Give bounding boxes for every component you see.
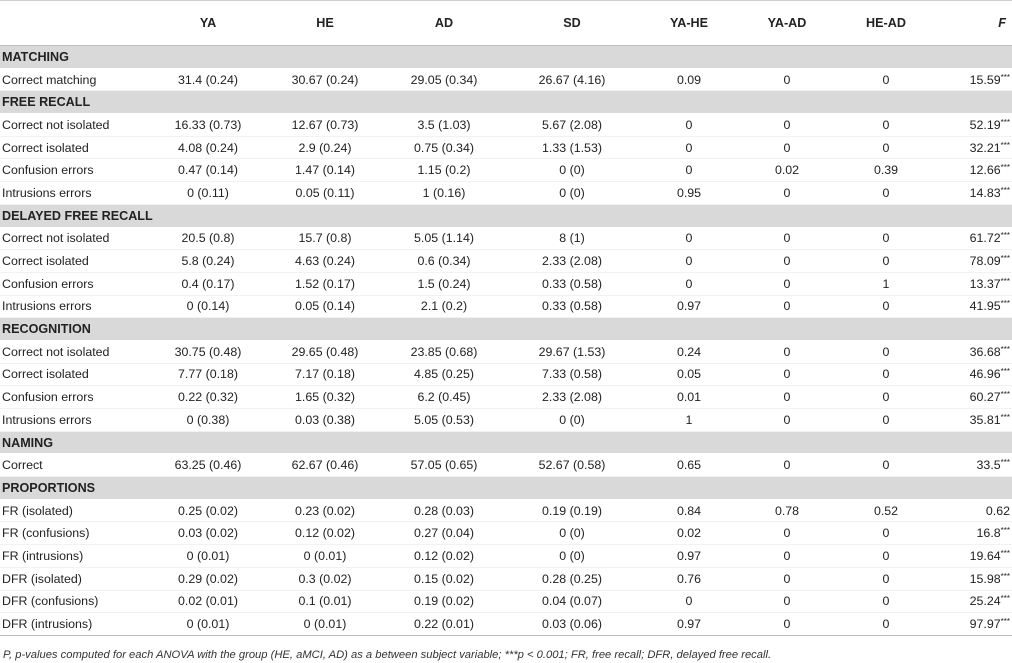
group-value-cell: 0 (0.01) <box>266 613 384 636</box>
group-value-cell: 0.47 (0.14) <box>150 159 266 182</box>
p-value-cell: 0 <box>738 545 836 568</box>
header-cell: HE-AD <box>836 1 936 46</box>
f-value: 60.27 <box>969 390 1001 405</box>
p-value-cell: 0 <box>738 182 836 205</box>
f-value: 15.59 <box>969 72 1001 87</box>
f-value-cell <box>936 227 1012 250</box>
f-value: 0.62 <box>985 503 1010 518</box>
group-value-cell: 0.75 (0.34) <box>384 136 504 159</box>
row-label: DFR (confusions) <box>0 590 150 613</box>
p-value-cell: 0.65 <box>640 454 738 477</box>
group-value-cell: 29.67 (1.53) <box>504 340 640 363</box>
group-value-cell: 0.29 (0.02) <box>150 567 266 590</box>
p-value-cell: 0.84 <box>640 499 738 522</box>
p-value-cell: 0 <box>836 363 936 386</box>
group-value-cell: 0 (0) <box>504 182 640 205</box>
f-value: 16.8 <box>976 526 1001 541</box>
group-value-cell: 0 (0.38) <box>150 409 266 432</box>
row-label: Intrusions errors <box>0 295 150 318</box>
row-label: Confusion errors <box>0 272 150 295</box>
group-value-cell: 1 (0.16) <box>384 182 504 205</box>
row-label: Correct not isolated <box>0 227 150 250</box>
section-title: DELAYED FREE RECALL <box>0 204 1012 227</box>
p-value-cell: 0.76 <box>640 567 738 590</box>
p-value-cell: 0 <box>836 590 936 613</box>
significance-marker: *** <box>1000 140 1010 150</box>
group-value-cell: 0.33 (0.58) <box>504 295 640 318</box>
f-value-cell <box>936 114 1012 137</box>
f-value: 36.68 <box>969 344 1001 359</box>
f-value-cell <box>936 182 1012 205</box>
f-value-cell <box>936 272 1012 295</box>
f-value-cell <box>936 250 1012 273</box>
section-header-row <box>0 431 1012 454</box>
p-value-cell: 0.24 <box>640 340 738 363</box>
group-value-cell: 2.9 (0.24) <box>266 136 384 159</box>
p-value-cell: 0 <box>738 522 836 545</box>
p-value-cell: 0 <box>836 567 936 590</box>
section-title: RECOGNITION <box>0 318 1012 341</box>
group-value-cell: 0 (0) <box>504 409 640 432</box>
group-value-cell: 0.23 (0.02) <box>266 499 384 522</box>
row-label: FR (intrusions) <box>0 545 150 568</box>
f-value: 12.66 <box>969 163 1001 178</box>
table-row <box>0 250 1012 273</box>
group-value-cell: 7.77 (0.18) <box>150 363 266 386</box>
group-value-cell: 29.05 (0.34) <box>384 68 504 91</box>
p-value-cell: 0 <box>738 613 836 636</box>
f-value-cell <box>936 340 1012 363</box>
group-value-cell: 1.52 (0.17) <box>266 272 384 295</box>
f-value: 41.95 <box>969 299 1001 314</box>
p-value-cell: 0 <box>738 272 836 295</box>
row-label: DFR (intrusions) <box>0 613 150 636</box>
group-value-cell: 0.03 (0.02) <box>150 522 266 545</box>
group-value-cell: 0 (0.14) <box>150 295 266 318</box>
f-value: 46.96 <box>969 367 1001 382</box>
group-value-cell: 0.1 (0.01) <box>266 590 384 613</box>
table-row <box>0 295 1012 318</box>
p-value-cell: 0 <box>836 250 936 273</box>
p-value-cell: 0 <box>738 454 836 477</box>
f-value: 33.5 <box>976 458 1001 473</box>
group-value-cell: 0.22 (0.32) <box>150 386 266 409</box>
p-value-cell: 0.09 <box>640 68 738 91</box>
group-value-cell: 4.85 (0.25) <box>384 363 504 386</box>
p-value-cell: 0.78 <box>738 499 836 522</box>
group-value-cell: 2.33 (2.08) <box>504 386 640 409</box>
f-value: 61.72 <box>969 231 1001 246</box>
group-value-cell: 15.7 (0.8) <box>266 227 384 250</box>
p-value-cell: 0 <box>738 340 836 363</box>
group-value-cell: 0 (0) <box>504 522 640 545</box>
f-value-cell <box>936 68 1012 91</box>
group-value-cell: 0 (0.11) <box>150 182 266 205</box>
section-header-row <box>0 204 1012 227</box>
p-value-cell: 0 <box>738 386 836 409</box>
table-row <box>0 499 1012 522</box>
p-value-cell: 0 <box>738 295 836 318</box>
group-value-cell: 0.25 (0.02) <box>150 499 266 522</box>
table-row <box>0 182 1012 205</box>
f-value: 78.09 <box>969 254 1001 269</box>
f-value-cell <box>936 386 1012 409</box>
group-value-cell: 5.8 (0.24) <box>150 250 266 273</box>
header-cell: YA-AD <box>738 1 836 46</box>
p-value-cell: 0 <box>836 545 936 568</box>
section-title: NAMING <box>0 431 1012 454</box>
p-value-cell: 0 <box>836 409 936 432</box>
p-value-cell: 0.97 <box>640 295 738 318</box>
p-value-cell: 0 <box>836 182 936 205</box>
p-value-cell: 1 <box>836 272 936 295</box>
section-title: FREE RECALL <box>0 91 1012 114</box>
p-value-cell: 1 <box>640 409 738 432</box>
p-value-cell: 0.02 <box>738 159 836 182</box>
table-row <box>0 136 1012 159</box>
f-value-cell <box>936 409 1012 432</box>
section-header-row <box>0 318 1012 341</box>
significance-marker: *** <box>1000 367 1010 377</box>
p-value-cell: 0 <box>836 522 936 545</box>
group-value-cell: 52.67 (0.58) <box>504 454 640 477</box>
p-value-cell: 0 <box>738 250 836 273</box>
group-value-cell: 0.28 (0.03) <box>384 499 504 522</box>
p-value-cell: 0.05 <box>640 363 738 386</box>
significance-marker: *** <box>1000 299 1010 309</box>
f-value-cell <box>936 295 1012 318</box>
row-label: Confusion errors <box>0 159 150 182</box>
f-value: 15.98 <box>969 571 1001 586</box>
f-value-cell <box>936 499 1012 522</box>
header-row <box>0 1 1012 46</box>
header-cell: AD <box>384 1 504 46</box>
row-label: DFR (isolated) <box>0 567 150 590</box>
table-body <box>0 46 1012 636</box>
f-value-cell <box>936 590 1012 613</box>
group-value-cell: 26.67 (4.16) <box>504 68 640 91</box>
group-value-cell: 0.12 (0.02) <box>384 545 504 568</box>
header-cell: YA <box>150 1 266 46</box>
p-value-cell: 0.39 <box>836 159 936 182</box>
group-value-cell: 0.33 (0.58) <box>504 272 640 295</box>
section-header-row <box>0 477 1012 500</box>
group-value-cell: 3.5 (1.03) <box>384 114 504 137</box>
group-value-cell: 0.02 (0.01) <box>150 590 266 613</box>
group-value-cell: 0.05 (0.14) <box>266 295 384 318</box>
group-value-cell: 0 (0.01) <box>150 545 266 568</box>
section-title: MATCHING <box>0 46 1012 69</box>
p-value-cell: 0 <box>836 227 936 250</box>
group-value-cell: 0 (0.01) <box>266 545 384 568</box>
group-value-cell: 4.63 (0.24) <box>266 250 384 273</box>
group-value-cell: 23.85 (0.68) <box>384 340 504 363</box>
row-label: Correct isolated <box>0 363 150 386</box>
p-value-cell: 0 <box>836 295 936 318</box>
table-row <box>0 386 1012 409</box>
group-value-cell: 7.33 (0.58) <box>504 363 640 386</box>
header-cell: SD <box>504 1 640 46</box>
table-row <box>0 590 1012 613</box>
f-value: 13.37 <box>969 276 1001 291</box>
group-value-cell: 0 (0.01) <box>150 613 266 636</box>
group-value-cell: 30.67 (0.24) <box>266 68 384 91</box>
p-value-cell: 0.52 <box>836 499 936 522</box>
group-value-cell: 0.3 (0.02) <box>266 567 384 590</box>
row-label: Correct matching <box>0 68 150 91</box>
significance-marker: *** <box>1000 185 1010 195</box>
group-value-cell: 5.05 (0.53) <box>384 409 504 432</box>
row-label: Correct not isolated <box>0 340 150 363</box>
header-cell-f: F <box>936 1 1012 46</box>
significance-marker: *** <box>1000 117 1010 127</box>
row-label: Correct not isolated <box>0 114 150 137</box>
f-value: 14.83 <box>969 185 1001 200</box>
p-value-cell: 0.01 <box>640 386 738 409</box>
p-value-cell: 0 <box>640 227 738 250</box>
row-label: Intrusions errors <box>0 182 150 205</box>
group-value-cell: 1.15 (0.2) <box>384 159 504 182</box>
p-value-cell: 0 <box>836 454 936 477</box>
group-value-cell: 1.33 (1.53) <box>504 136 640 159</box>
table-row <box>0 159 1012 182</box>
group-value-cell: 0.28 (0.25) <box>504 567 640 590</box>
p-value-cell: 0 <box>640 272 738 295</box>
f-value: 97.97 <box>969 617 1001 632</box>
header-cell-blank <box>0 1 150 46</box>
significance-marker: *** <box>1000 526 1010 536</box>
f-value-cell <box>936 613 1012 636</box>
header-cell: HE <box>266 1 384 46</box>
group-value-cell: 12.67 (0.73) <box>266 114 384 137</box>
significance-marker: *** <box>1000 458 1010 468</box>
p-value-cell: 0.97 <box>640 545 738 568</box>
f-value: 25.24 <box>969 594 1001 609</box>
significance-marker: *** <box>1000 571 1010 581</box>
significance-marker: *** <box>1000 276 1010 286</box>
f-value-cell <box>936 159 1012 182</box>
row-label: Confusion errors <box>0 386 150 409</box>
group-value-cell: 0.22 (0.01) <box>384 613 504 636</box>
f-value: 32.21 <box>969 140 1001 155</box>
table-row <box>0 68 1012 91</box>
table-row <box>0 545 1012 568</box>
header-cell: YA-HE <box>640 1 738 46</box>
significance-marker: *** <box>1000 412 1010 422</box>
table-row <box>0 567 1012 590</box>
significance-marker: *** <box>1000 390 1010 400</box>
group-value-cell: 0.04 (0.07) <box>504 590 640 613</box>
group-value-cell: 0.4 (0.17) <box>150 272 266 295</box>
table-row <box>0 363 1012 386</box>
group-value-cell: 6.2 (0.45) <box>384 386 504 409</box>
section-header-row <box>0 46 1012 69</box>
p-value-cell: 0 <box>836 613 936 636</box>
row-label: FR (isolated) <box>0 499 150 522</box>
group-value-cell: 8 (1) <box>504 227 640 250</box>
p-value-cell: 0 <box>836 114 936 137</box>
group-value-cell: 0.6 (0.34) <box>384 250 504 273</box>
f-value-cell <box>936 545 1012 568</box>
table-row <box>0 522 1012 545</box>
row-label: Intrusions errors <box>0 409 150 432</box>
group-value-cell: 0.03 (0.38) <box>266 409 384 432</box>
p-value-cell: 0 <box>836 386 936 409</box>
group-value-cell: 0.03 (0.06) <box>504 613 640 636</box>
f-value-cell <box>936 522 1012 545</box>
group-value-cell: 31.4 (0.24) <box>150 68 266 91</box>
section-title: PROPORTIONS <box>0 477 1012 500</box>
group-value-cell: 1.65 (0.32) <box>266 386 384 409</box>
group-value-cell: 1.5 (0.24) <box>384 272 504 295</box>
p-value-cell: 0 <box>738 136 836 159</box>
f-value-cell <box>936 567 1012 590</box>
group-value-cell: 1.47 (0.14) <box>266 159 384 182</box>
group-value-cell: 62.67 (0.46) <box>266 454 384 477</box>
group-value-cell: 5.05 (1.14) <box>384 227 504 250</box>
p-value-cell: 0 <box>738 114 836 137</box>
group-value-cell: 2.33 (2.08) <box>504 250 640 273</box>
p-value-cell: 0 <box>738 590 836 613</box>
group-value-cell: 63.25 (0.46) <box>150 454 266 477</box>
p-value-cell: 0 <box>640 250 738 273</box>
significance-marker: *** <box>1000 594 1010 604</box>
group-value-cell: 0.05 (0.11) <box>266 182 384 205</box>
f-value: 19.64 <box>969 548 1001 563</box>
table-row <box>0 340 1012 363</box>
group-value-cell: 7.17 (0.18) <box>266 363 384 386</box>
row-label: FR (confusions) <box>0 522 150 545</box>
significance-marker: *** <box>1000 254 1010 264</box>
significance-marker: *** <box>1000 72 1010 82</box>
significance-marker: *** <box>1000 163 1010 173</box>
group-value-cell: 5.67 (2.08) <box>504 114 640 137</box>
table-row <box>0 454 1012 477</box>
f-value-cell <box>936 136 1012 159</box>
group-value-cell: 0 (0) <box>504 545 640 568</box>
group-value-cell: 2.1 (0.2) <box>384 295 504 318</box>
f-value-cell <box>936 363 1012 386</box>
group-value-cell: 30.75 (0.48) <box>150 340 266 363</box>
group-value-cell: 16.33 (0.73) <box>150 114 266 137</box>
significance-marker: *** <box>1000 548 1010 558</box>
p-value-cell: 0 <box>738 409 836 432</box>
significance-marker: *** <box>1000 617 1010 627</box>
f-value: 35.81 <box>969 412 1001 427</box>
table-footnote: P, p-values computed for each ANOVA with the group (HE, aMCI, AD) as a between subject variable; ***p < 0.001; FR, free recall; DFR, delayed free recall. <box>3 649 772 661</box>
f-value-cell <box>936 454 1012 477</box>
p-value-cell: 0 <box>836 68 936 91</box>
p-value-cell: 0 <box>640 159 738 182</box>
table-row <box>0 227 1012 250</box>
table-row <box>0 409 1012 432</box>
group-value-cell: 0 (0) <box>504 159 640 182</box>
row-label: Correct isolated <box>0 136 150 159</box>
significance-marker: *** <box>1000 231 1010 241</box>
group-value-cell: 20.5 (0.8) <box>150 227 266 250</box>
group-value-cell: 4.08 (0.24) <box>150 136 266 159</box>
p-value-cell: 0 <box>738 363 836 386</box>
p-value-cell: 0 <box>640 590 738 613</box>
table-row <box>0 613 1012 636</box>
p-value-cell: 0 <box>640 136 738 159</box>
group-value-cell: 0.19 (0.02) <box>384 590 504 613</box>
table-row <box>0 272 1012 295</box>
group-value-cell: 0.15 (0.02) <box>384 567 504 590</box>
group-value-cell: 0.27 (0.04) <box>384 522 504 545</box>
group-value-cell: 29.65 (0.48) <box>266 340 384 363</box>
p-value-cell: 0.02 <box>640 522 738 545</box>
table-row <box>0 114 1012 137</box>
row-label: Correct <box>0 454 150 477</box>
p-value-cell: 0.95 <box>640 182 738 205</box>
p-value-cell: 0 <box>738 68 836 91</box>
p-value-cell: 0 <box>738 227 836 250</box>
f-value: 52.19 <box>969 117 1001 132</box>
group-value-cell: 57.05 (0.65) <box>384 454 504 477</box>
p-value-cell: 0 <box>836 136 936 159</box>
p-value-cell: 0 <box>640 114 738 137</box>
p-value-cell: 0 <box>738 567 836 590</box>
row-label: Correct isolated <box>0 250 150 273</box>
section-header-row <box>0 91 1012 114</box>
significance-marker: *** <box>1000 344 1010 354</box>
p-value-cell: 0 <box>836 340 936 363</box>
group-value-cell: 0.19 (0.19) <box>504 499 640 522</box>
p-value-cell: 0.97 <box>640 613 738 636</box>
group-value-cell: 0.12 (0.02) <box>266 522 384 545</box>
